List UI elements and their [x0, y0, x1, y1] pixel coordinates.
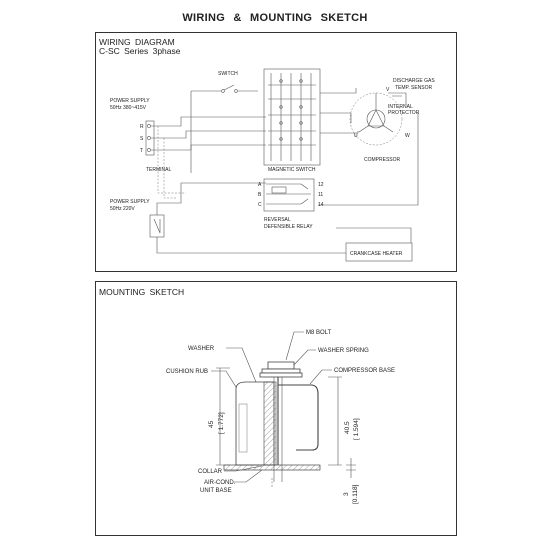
m8-bolt-label: M8 BOLT — [306, 330, 332, 336]
page-title: WIRING & MOUNTING SKETCH — [182, 12, 368, 24]
dimension-40-5-inch: [ 1.594] — [353, 418, 360, 440]
relay-14-label: 14 — [318, 202, 324, 208]
relay-a-label: A — [258, 182, 262, 188]
power-supply-2-label: POWER SUPPLY — [110, 199, 150, 205]
discharge-sensor-label-2: TEMP. SENSOR — [395, 85, 433, 91]
mounting-sketch — [96, 282, 456, 535]
compressor-base-label: COMPRESSOR BASE — [334, 368, 396, 374]
mounting-sketch-title: MOUNTING SKETCH — [99, 287, 185, 297]
dimension-3-value: 3 — [343, 492, 350, 496]
internal-protector-label-1: INTERNAL — [388, 104, 413, 110]
phase-t-label: T — [140, 148, 144, 154]
crankcase-heater-label: CRANKCASE HEATER — [350, 251, 403, 257]
dimension-45-inch: [ 1.772] — [218, 412, 225, 434]
terminal-label: TERMINAL — [146, 167, 172, 173]
cushion-rubber — [236, 382, 276, 465]
relay-c-label: C — [258, 202, 262, 208]
wiring-diagram-subtitle: C-SC Series 3phase — [99, 46, 181, 56]
relay-12-label: 12 — [318, 182, 324, 188]
internal-protector-label-2: PROTECTOR — [388, 110, 420, 116]
switch-symbol — [191, 85, 258, 173]
reversal-relay-label-2: DEFENSIBLE RELAY — [264, 224, 313, 230]
dimension-40-5-value: 40.5 — [344, 421, 351, 434]
collar-label: COLLAR — [198, 469, 223, 475]
compressor-symbol — [350, 93, 406, 145]
wiring-diagram — [96, 33, 456, 271]
bolt-head — [260, 362, 302, 377]
wiring-diagram-panel — [95, 32, 457, 272]
relay-11-label: 11 — [318, 192, 324, 198]
switch-label: SWITCH — [218, 71, 238, 77]
wiring-diagram-title: WIRING DIAGRAM — [99, 37, 175, 47]
power-supply-2-switch — [150, 183, 316, 253]
motor-u-label: U — [354, 133, 358, 139]
mounting-sketch-panel — [95, 281, 457, 536]
discharge-sensor-label-1: DISCHARGE GAS — [393, 78, 435, 84]
compressor-base-bracket — [278, 377, 318, 465]
phase-s-label: S — [140, 136, 144, 142]
cushion-rub-label: CUSHION RUB — [166, 369, 209, 375]
compressor-label: COMPRESSOR — [364, 157, 401, 163]
washer-spring-label: WASHER SPRING — [318, 348, 369, 354]
power-supply-2-spec: 50Hz 220V — [110, 206, 135, 212]
dimension-3 — [346, 458, 356, 478]
aircond-base-label-1: AIR-COND. — [204, 480, 236, 486]
dimension-45-value: 45 — [208, 420, 215, 428]
magnetic-switch — [264, 69, 320, 165]
motor-w-label: W — [405, 133, 410, 139]
aircond-base-label-2: UNIT BASE — [200, 488, 232, 494]
washer-label: WASHER — [188, 346, 215, 352]
power-supply-1-label: POWER SUPPLY — [110, 98, 150, 104]
reversal-relay-label-1: REVERSAL — [264, 217, 291, 223]
dimension-40-5 — [328, 377, 342, 465]
magnetic-switch-label: MAGNETIC SWITCH — [268, 167, 316, 173]
relay-b-label: B — [258, 192, 262, 198]
motor-v-label: V — [386, 87, 390, 93]
dimension-3-inch: [0.118] — [352, 484, 359, 504]
power-supply-1-spec: 50Hz 380~415V — [110, 105, 147, 111]
reversal-relay — [264, 179, 314, 211]
aircond-base-plate — [224, 465, 320, 470]
phase-r-label: R — [140, 124, 144, 130]
